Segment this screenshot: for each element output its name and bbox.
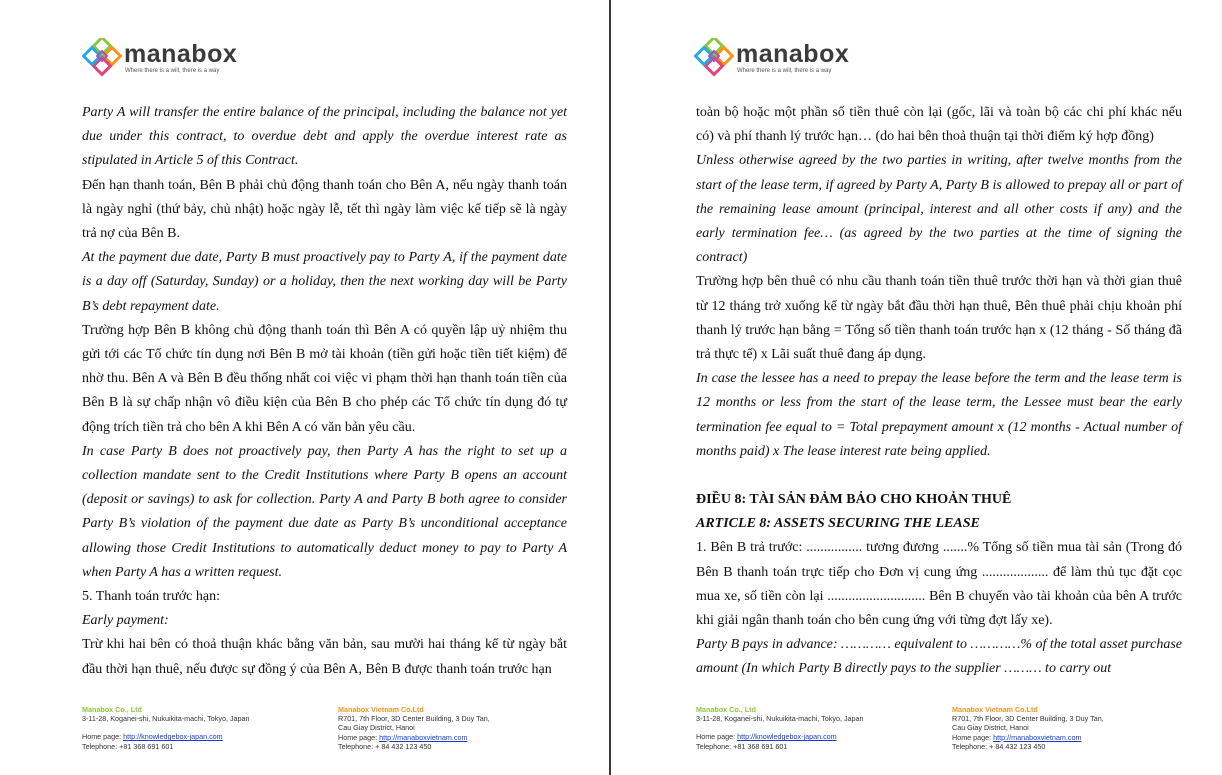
paragraph: Đến hạn thanh toán, Bên B phải chủ động thanh toán cho Bên A, nếu ngày thanh toán là ngày nghỉ (thứ bảy, chủ nhật) hoặc ngày lễ, tết thì ngày làm việc kế tiếp sẽ là ngày trả nợ của Bên B. [82,177,567,242]
manabox-flower-icon [82,38,122,78]
manabox-flower-icon [694,38,734,78]
footer-vietnam-office [338,705,598,751]
brand-tagline: Where there is a will, there is a way [737,68,832,74]
paragraph: In case Party B does not proactively pay, then Party A has the right to set up a collection mandate sent to the Credit Institutions where Party B opens an account (deposit or savings) to ask for collection. Party A and Party B both agree to consider Party B’s violation of the payment due date as Party B’s unconditional acceptance allowing those Credit Institutions to automatically deduct money to pay to Party A when Party A has a written request. [82,443,567,580]
footer-homepage-link[interactable]: http://manaboxvietnam.com [379,732,468,742]
brand-wordmark: manabox [736,40,850,68]
paragraph: Trường hợp Bên B không chủ động thanh toán thì Bên A có quyền lập uỷ nhiệm thu gửi tới các Tổ chức tín dụng nơi Bên B mở tài khoản (tiền gửi hoặc tiền tiết kiệm) để nhờ thu. Bên A và Bên B đều thống nhất coi việc vi phạm thời hạn thanh toán tiền của Bên B là sự chấp nhận vô điều kiện của Bên B cho phép các Tổ chức tín dụng đó tự động trích tiền trả cho bên A khi Bên A có văn bản yêu cầu. [82,322,567,435]
section-label: 5. Thanh toán trước hạn: [82,589,220,605]
left-page-body [82,101,567,682]
footer-japan-office [82,705,332,751]
paragraph: In case the lessee has a need to prepay the lease before the term and the lease term is 12 months or less from the start of the lease term, the Lessee must bear the early termination fee equal to = Total prepayment amount x (12 months - Actual number of months paid) x The lease interest rate being applied. [696,371,1182,459]
footer-address: R701, 7th Floor, 3D Center Building, 3 Duy Tan, [952,714,1104,724]
footer-company-name: Manabox Vietnam Co.Ltd [338,705,424,714]
footer-japan-office [696,705,946,751]
footer-telephone: Telephone: +81 368 691 601 [696,741,788,751]
footer-address: 3-11-28, Koganei-shi, Nukuikita-machi, Tokyo, Japan [82,714,250,724]
footer-homepage-label: Home page: [696,732,736,742]
page-divider [609,0,611,775]
brand-tagline: Where there is a will, there is a way [125,68,220,74]
section-label-en: Early payment: [82,613,169,629]
footer-address: Cau Giay District, Hanoi [338,723,415,733]
footer-homepage-label: Home page: [82,732,122,742]
paragraph: Party B pays in advance: ………… equivalent to …………% of the total asset purchase amount (In which Party B directly pays to the supplier ……… to carry out [696,637,1182,677]
article-heading-en: ARTICLE 8: ASSETS SECURING THE LEASE [696,516,980,532]
paragraph: Trường hợp bên thuê có nhu cầu thanh toán tiền thuê trước thời hạn và thời gian thuê từ 12 tháng trở xuống kể từ ngày bắt đầu thời hạn thuê, Bên thuê phải chịu khoản phí thanh lý trước hạn bằng = Tổng số tiền thanh toán trước hạn x (12 tháng - Số tháng đã trả thực tế) x Lãi suất thuê đang áp dụng. [696,274,1182,363]
paragraph: Unless otherwise agreed by the two parties in writing, after twelve months from the start of the lease term, if agreed by Party A, Party B is allowed to prepay all or part of the remaining lease amount (principal, interest and all other costs if any) and the early termination fee… (as agreed by the two parties at the time of signing the contract) [696,153,1182,266]
paragraph: Trừ khi hai bên có thoả thuận khác bằng văn bản, sau mười hai tháng kể từ ngày bắt đầu thời hạn thuê, nếu được sự đồng ý của Bên A, Bên B được thanh toán trước hạn [82,637,567,677]
footer-homepage-label: Home page: [338,732,378,742]
paragraph: toàn bộ hoặc một phần số tiền thuê còn lại (gốc, lãi và toàn bộ các chi phí khác nếu có) và phí thanh lý trước hạn… (do hai bên thoả thuận tại thời điểm ký hợp đồng) [696,105,1182,145]
footer-telephone: Telephone: +81 368 691 601 [82,741,174,751]
paragraph: 1. Bên B trả trước: ................ tương đương .......% Tổng số tiền mua tài sản (Trong đó Bên B thanh toán trực tiếp cho Đơn vị cung ứng ................... để làm thủ tục đặt cọc mua xe, số tiền còn lại ............................ Bên B chuyển vào tài khoản của bên A trước khi giải ngân thanh toán cho bên cung ứng với từng đợt lấy xe). [696,540,1182,629]
right-page [612,0,1222,775]
footer-homepage-label: Home page: [952,732,992,742]
footer-address: 3-11-28, Koganei-shi, Nukuikita-machi, Tokyo, Japan [696,714,864,724]
footer-company-name: Manabox Co., Ltd [696,705,756,714]
footer-company-name: Manabox Vietnam Co.Ltd [952,705,1038,714]
footer-telephone: Telephone: + 84 432 123 450 [952,741,1046,751]
footer-homepage-link[interactable]: http://knowledgebox-japan.com [123,732,223,742]
footer-address: R701, 7th Floor, 3D Center Building, 3 Duy Tan, [338,714,490,724]
footer-vietnam-office [952,705,1212,751]
left-page [0,0,609,775]
footer-telephone: Telephone: + 84 432 123 450 [338,741,432,751]
right-page-body [696,101,1182,682]
article-heading-vi: ĐIỀU 8: TÀI SẢN ĐẢM BẢO CHO KHOẢN THUÊ [696,492,1012,508]
footer-company-name: Manabox Co., Ltd [82,705,142,714]
footer-address: Cau Giay District, Hanoi [952,723,1029,733]
brand-wordmark: manabox [124,40,238,68]
footer-homepage-link[interactable]: http://manaboxvietnam.com [993,732,1082,742]
paragraph: Party A will transfer the entire balance of the principal, including the balance not yet due under this contract, to overdue debt and apply the overdue interest rate as stipulated in Article 5 of this Contract. [82,105,567,169]
footer-homepage-link[interactable]: http://knowledgebox-japan.com [737,732,837,742]
paragraph: At the payment due date, Party B must proactively pay to Party A, if the payment date is a day off (Saturday, Sunday) or a holiday, then the next working day will be Party B’s debt repayment date. [82,250,567,314]
